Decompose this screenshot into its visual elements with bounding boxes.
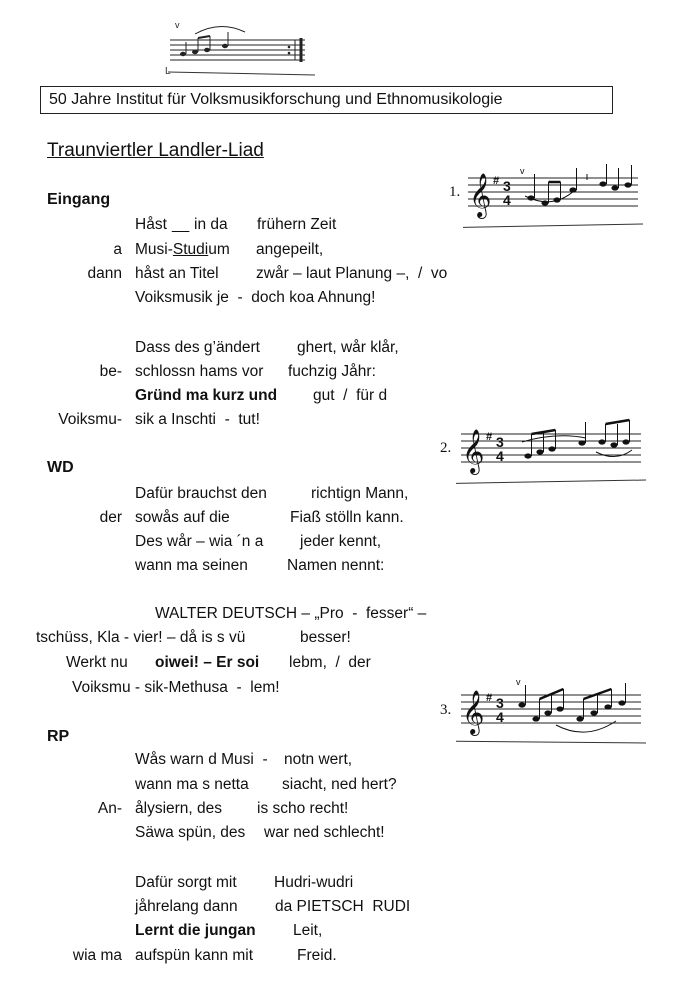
- institute-header: 50 Jahre Institut für Volksmusikforschung und Ethnomusikologie: [40, 86, 613, 114]
- wd-line-4c: Namen nennt:: [287, 557, 385, 574]
- eingang-line-2a: Musi-Studium: [135, 241, 230, 258]
- wd-line-6c: besser!: [300, 629, 351, 646]
- svg-text:#: #: [493, 175, 500, 187]
- wd-line-7a: Werkt nu: [66, 654, 128, 671]
- eingang-line-8-pre: Voiksmu-: [58, 411, 122, 428]
- rp-line-2a: wann ma s netta: [135, 776, 249, 793]
- wd-line-1c: richtign Mann,: [311, 485, 409, 502]
- rp-line-8-pre: wia ma: [72, 947, 122, 964]
- wd-line-7c: lebm, / der: [289, 654, 371, 671]
- rp-line-3a: ålysiern, des: [135, 800, 223, 817]
- wd-line-8a: Voiksmu - sik-Methusa - lem!: [72, 679, 280, 696]
- wd-line-2-pre: der: [99, 509, 122, 526]
- eingang-line-3a: håst an Titel: [135, 265, 219, 282]
- eingang-line-5c: ghert, wår klår,: [297, 339, 399, 356]
- section-heading-rp: RP: [47, 728, 70, 745]
- rp-line-7c: Leit,: [293, 922, 323, 939]
- eingang-line-8a: sik a Inschti - tut!: [135, 411, 260, 428]
- eingang-line-7c: gut / für d: [313, 387, 388, 404]
- eingang-line-4a: Voiksmusik je - doch koa Ahnung!: [135, 289, 376, 306]
- music-example-1-label: 1.: [449, 184, 461, 200]
- section-heading-eingang: Eingang: [47, 191, 111, 208]
- svg-text:v: v: [516, 677, 521, 687]
- rp-line-6a: jåhrelang dann: [135, 898, 238, 915]
- rp-line-1c: notn wert,: [284, 751, 353, 768]
- wd-line-3c: jeder kennt,: [300, 533, 381, 550]
- eingang-line-2-pre: a: [113, 241, 122, 258]
- eingang-line-3c: zwår – laut Planung –, / vo: [256, 265, 448, 282]
- svg-text:#: #: [486, 431, 493, 443]
- eingang-line-1a: Håst: [135, 216, 167, 233]
- eingang-line-5a: Dass des g’ändert: [135, 339, 260, 356]
- top-staff-snippet: [165, 18, 315, 80]
- eingang-line-7-bold: Gründ ma kurz und: [135, 387, 278, 404]
- rp-line-3c: is scho recht!: [257, 800, 349, 817]
- rp-line-5c: Hudri-wudri: [274, 874, 354, 891]
- wd-line-1a: Dafür brauchst den: [135, 485, 267, 502]
- rp-line-5a: Dafür sorgt mit: [135, 874, 237, 891]
- music-example-2-staff: [456, 412, 646, 488]
- wd-line-4a: wann ma seinen: [135, 557, 248, 574]
- svg-text:4: 4: [503, 192, 511, 208]
- svg-text:L: L: [165, 66, 171, 77]
- music-example-3-label: 3.: [440, 702, 452, 718]
- wd-line-3a: Des wår – wia ´n a: [135, 533, 264, 550]
- svg-text:#: #: [486, 692, 493, 704]
- music-example-2-label: 2.: [440, 440, 452, 456]
- svg-text:4: 4: [496, 448, 504, 464]
- rp-line-7-bold: Lernt die jungan: [135, 922, 256, 939]
- svg-text:3: 3: [496, 434, 504, 450]
- eingang-line-1b: in da: [194, 216, 228, 233]
- eingang-line-2c: angepeilt,: [256, 241, 324, 258]
- wd-line-7-bold: oiwei! – Er soi: [155, 654, 260, 671]
- music-example-3-staff: [456, 675, 646, 747]
- eingang-line-1c: frühern Zeit: [257, 216, 337, 233]
- song-title: Traunviertler Landler-Liad: [47, 140, 264, 161]
- eingang-line-6a: schlossn hams vor: [135, 363, 264, 380]
- rp-line-8c: Freid.: [297, 947, 337, 964]
- svg-text:v: v: [175, 20, 180, 30]
- svg-text:𝄞: 𝄞: [469, 173, 492, 217]
- wd-line-2a: sowås auf die: [135, 509, 230, 526]
- wd-line-5a: WALTER DEUTSCH – „Pro - fesser“ –: [155, 605, 427, 622]
- eingang-line-3-pre: dann: [87, 265, 122, 282]
- rp-line-3-pre: An-: [97, 800, 122, 817]
- rp-line-6c: da PIETSCH RUDI: [275, 898, 411, 915]
- rp-line-4a: Säwa spün, des: [135, 824, 246, 841]
- music-example-1-staff: [463, 160, 643, 232]
- wd-line-6a: tschüss, Kla - vier! – då is s vü: [36, 629, 246, 646]
- wd-line-2c: Fiaß stölln kann.: [290, 509, 404, 526]
- section-heading-wd: WD: [47, 459, 74, 476]
- rp-line-4c: war ned schlecht!: [264, 824, 385, 841]
- svg-text:3: 3: [503, 178, 511, 194]
- svg-text:𝄞: 𝄞: [462, 690, 485, 734]
- svg-text:3: 3: [496, 695, 504, 711]
- svg-text:v: v: [520, 166, 525, 176]
- rp-line-2c: siacht, ned hert?: [282, 776, 397, 793]
- eingang-line-1-blank: __: [172, 216, 190, 233]
- eingang-line-6-pre: be-: [99, 363, 122, 380]
- rp-line-8a: aufspün kann mit: [135, 947, 254, 964]
- eingang-line-6c: fuchzig Jåhr:: [288, 363, 376, 380]
- svg-text:𝄞: 𝄞: [462, 429, 485, 473]
- svg-text:4: 4: [496, 709, 504, 725]
- rp-line-1a: Wås warn d Musi -: [135, 751, 268, 768]
